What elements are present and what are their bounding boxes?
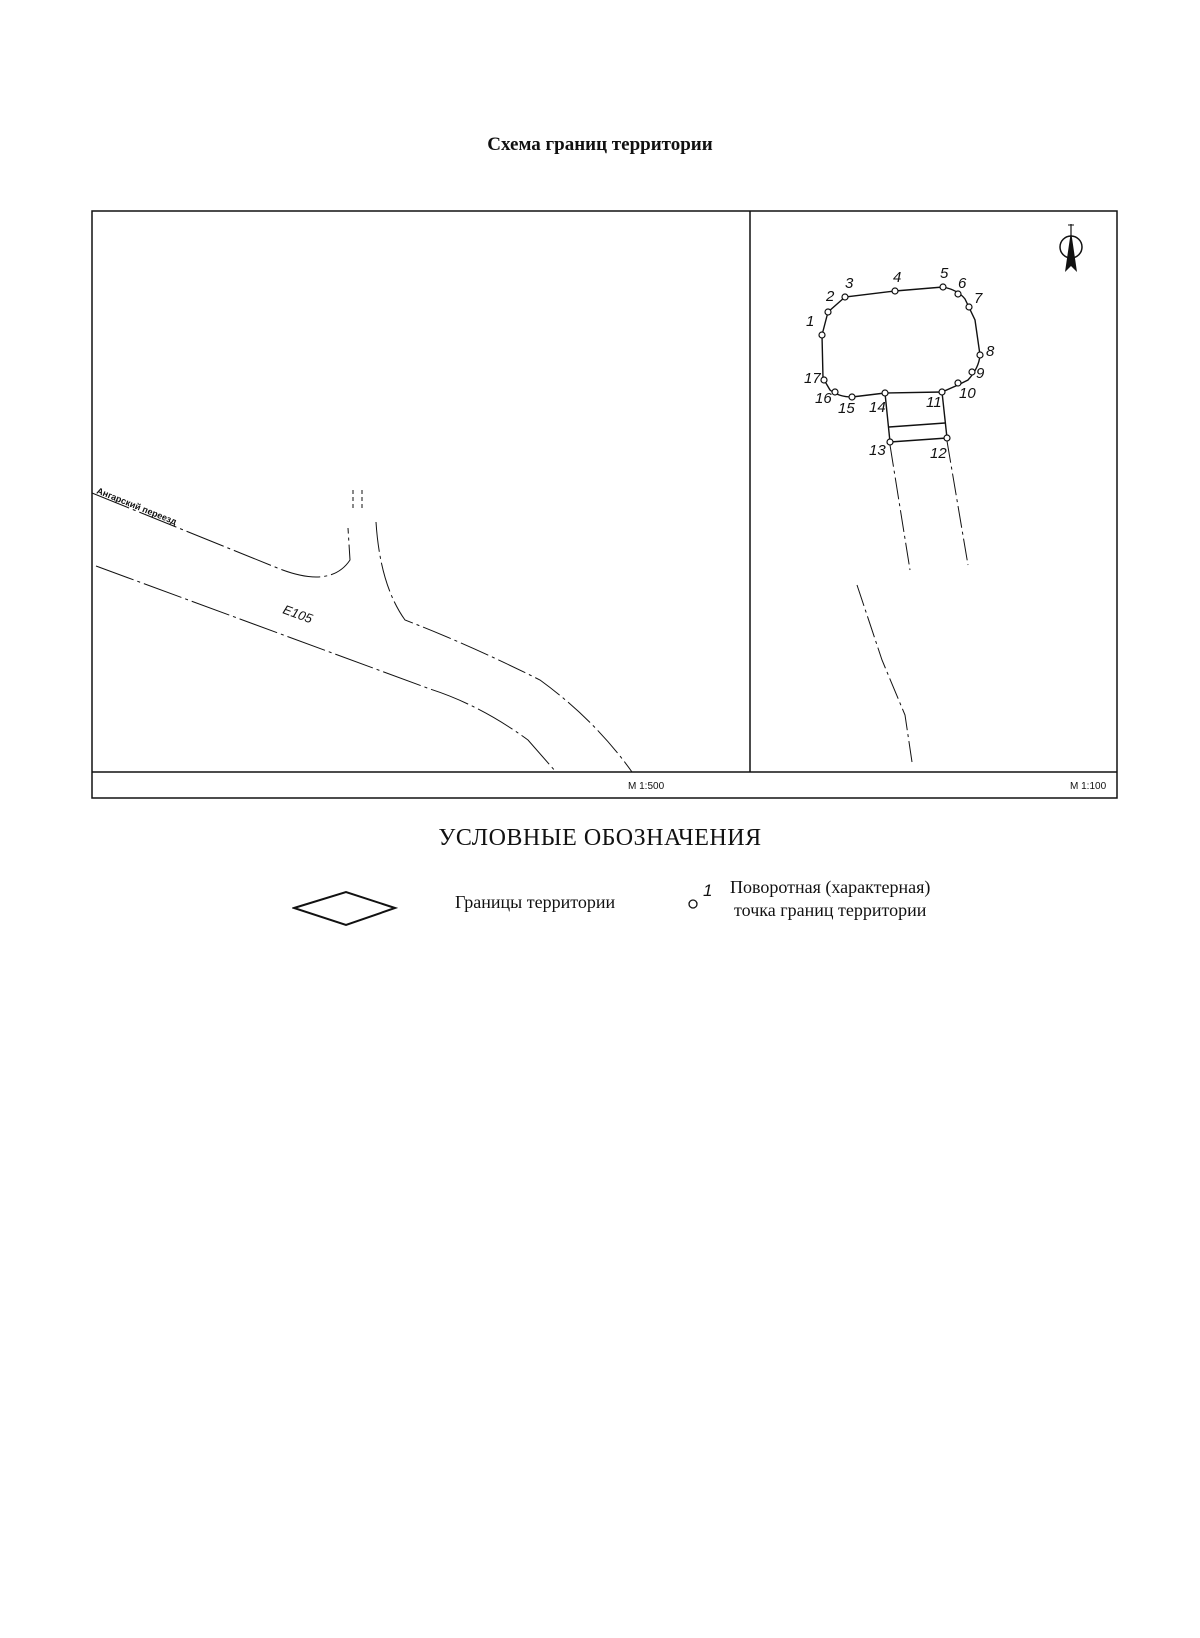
legend-heading: УСЛОВНЫЕ ОБОЗНАЧЕНИЯ xyxy=(438,825,762,851)
street-label: Ангарский переезд xyxy=(95,485,179,527)
boundary-point-14 xyxy=(882,390,888,396)
boundary-point-2 xyxy=(825,309,831,315)
scale-label-right: М 1:100 xyxy=(1070,781,1107,792)
boundary-point-8 xyxy=(977,352,983,358)
legend-point-label xyxy=(730,876,930,922)
point-label-16: 16 xyxy=(815,390,832,407)
road-lower-edge xyxy=(96,566,556,772)
boundary-point-5 xyxy=(940,284,946,290)
point-label-2: 2 xyxy=(826,288,835,305)
access-road xyxy=(857,441,968,762)
point-label-9: 9 xyxy=(976,365,985,382)
legend-boundary-label: Границы территории xyxy=(455,892,616,912)
boundary-point-labels xyxy=(804,265,995,462)
boundary-point-16 xyxy=(832,389,838,395)
map-outer-frame xyxy=(92,211,1117,798)
boundary-point-9 xyxy=(969,369,975,375)
boundary-point-17 xyxy=(821,377,827,383)
point-label-6: 6 xyxy=(958,275,967,292)
boundary-point-markers xyxy=(819,284,983,445)
scale-label-left: М 1:500 xyxy=(628,781,665,792)
north-arrow-icon xyxy=(1060,224,1082,272)
point-label-3: 3 xyxy=(845,275,854,292)
point-label-13: 13 xyxy=(869,442,886,459)
boundary-point-4 xyxy=(892,288,898,294)
legend-boundary-symbol xyxy=(292,889,398,929)
legend-point-label-line2: точка границ территории xyxy=(734,900,927,920)
page-title: Схема границ территории xyxy=(487,134,713,155)
point-label-8: 8 xyxy=(986,343,995,360)
legend-point-symbol xyxy=(685,880,717,916)
territory-boundary xyxy=(822,287,980,442)
point-label-14: 14 xyxy=(869,399,886,416)
legend-point-label-line1: Поворотная (характерная) xyxy=(730,877,931,897)
boundary-point-12 xyxy=(944,435,950,441)
point-label-5: 5 xyxy=(940,265,949,282)
point-label-12: 12 xyxy=(930,445,947,462)
boundary-point-7 xyxy=(966,304,972,310)
boundary-point-1 xyxy=(819,332,825,338)
road-code-label: Е105 xyxy=(280,601,315,627)
point-label-1: 1 xyxy=(806,313,815,330)
point-label-10: 10 xyxy=(959,385,976,402)
side-road-edge xyxy=(376,522,632,772)
point-label-15: 15 xyxy=(838,400,855,417)
point-label-4: 4 xyxy=(893,269,902,286)
boundary-point-13 xyxy=(887,439,893,445)
legend-point-number: 1 xyxy=(703,881,713,900)
boundary-point-3 xyxy=(842,294,848,300)
point-label-17: 17 xyxy=(804,370,821,387)
point-label-11: 11 xyxy=(926,394,942,411)
left-panel-roads xyxy=(92,490,632,772)
point-label-7: 7 xyxy=(974,290,983,307)
